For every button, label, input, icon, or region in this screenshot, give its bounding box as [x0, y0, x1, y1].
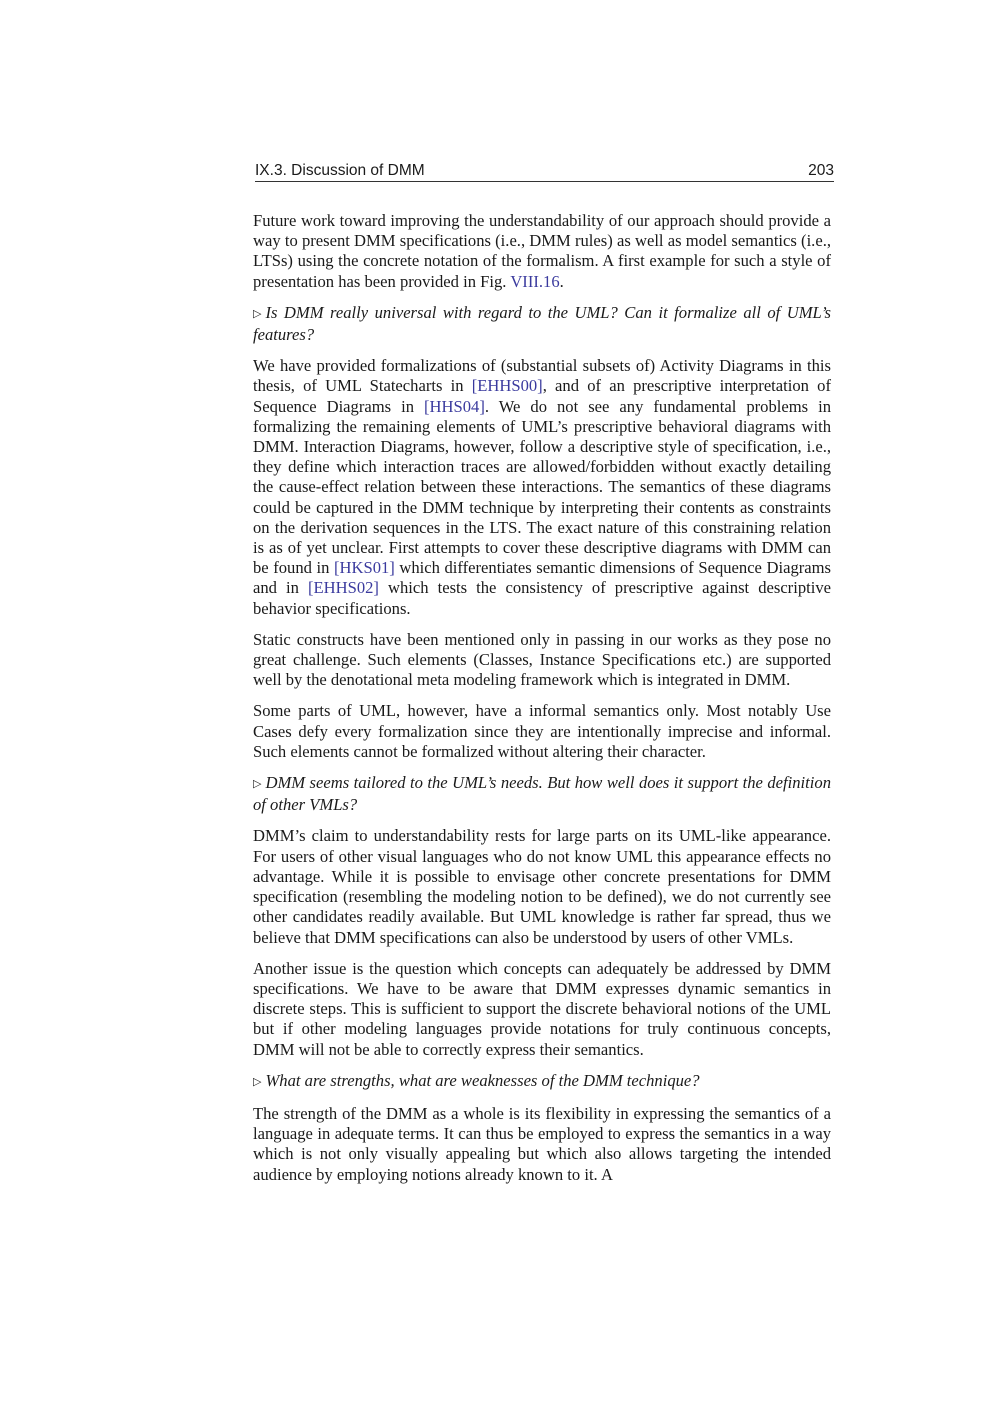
body-text — [253, 211, 831, 1196]
question-heading — [253, 1071, 831, 1093]
paragraph: Another issue is the question which concepts can adequately be addressed by DMM specifications. We have to be aware that DMM expresses dynamic semantics in discrete steps. This is sufficient to support the discrete behavioral notions of the UML but if other modeling languages provide notations for truly continuous concepts, DMM will not be able to correctly express their semantics. — [253, 958, 831, 1059]
paragraph: Static constructs have been mentioned only in passing in our works as they pose no great challenge. Such elements (Classes, Instance Specifications etc.) are supported well by the denotational meta modeling framework which is integrated in DMM. — [253, 629, 831, 690]
paragraph-text: . — [559, 271, 564, 291]
page-number: 203 — [808, 162, 834, 179]
paragraph — [253, 356, 831, 619]
figure-reference-link[interactable]: VIII.16 — [510, 271, 560, 291]
paragraph-text: which differentiates semantic dimensions of Sequence Diagrams and in — [253, 558, 831, 598]
question-heading — [253, 303, 831, 345]
triangle-right-icon: ▷ — [253, 1075, 262, 1088]
paragraph-text: which tests the consistency of prescriptive against descriptive behavior specifications. — [253, 578, 831, 618]
paragraph: The strength of the DMM as a whole is its flexibility in expressing the semantics of a language in adequate terms. It can thus be employed to express the semantics in a way which is not only visually appealing but which also allows targeting the intended audience by employing notions already known to it. A — [253, 1103, 831, 1184]
paragraph: DMM’s claim to understandability rests for large parts on its UML-like appearance. For users of other visual languages who do not know UML this appearance effects no advantage. While it is possible to envisage other concrete presentations for DMM specification (resembling the modeling notion to be defined), we do not currently see other candidates readily available. But UML knowledge is rather far spread, thus we believe that DMM specifications can also be understood by users of other VMLs. — [253, 826, 831, 947]
running-header — [255, 160, 834, 182]
paragraph-text: , and of an prescriptive interpretation of Sequence Diagrams in — [253, 376, 831, 416]
citation-link[interactable]: [HKS01] — [333, 558, 395, 578]
paragraph-text: We have provided formalizations of (substantial subsets of) Activity Diagrams in this thesis, of UML Statecharts in — [253, 356, 831, 396]
triangle-right-icon: ▷ — [253, 778, 262, 791]
question-text: What are strengths, what are weaknesses of the DMM technique? — [265, 1070, 700, 1090]
paragraph: Some parts of UML, however, have a informal semantics only. Most notably Use Cases defy every formalization since they are intentionally imprecise and informal. Such elements cannot be formalized without altering their character. — [253, 701, 831, 761]
question-text: Is DMM really universal with regard to the UML? Can it formalize all of UML’s features? — [253, 302, 831, 345]
section-title: IX.3. Discussion of DMM — [255, 162, 425, 179]
citation-link[interactable]: [EHHS02] — [307, 578, 379, 598]
citation-link[interactable]: [EHHS00] — [471, 376, 543, 396]
question-heading — [253, 773, 831, 815]
triangle-right-icon: ▷ — [253, 307, 262, 320]
paragraph-text: . We do not see any fundamental problems in formalizing the remaining elements of UML’s prescriptive behavioral diagrams with DMM. Interaction Diagrams, however, follow a descriptive style of specification, i.e., they define which interaction traces are allowed/forbidden without exactly detailing the cause-effect relation between these interactions. The semantics of these diagrams could be captured in the DMM technique by interpreting their contents as constraints on the derivation sequences in the LTS. The exact nature of this constraining relation is as of yet unclear. First attempts to cover these descriptive diagrams with DMM can be found in — [253, 396, 831, 578]
question-text: DMM seems tailored to the UML’s needs. But how well does it support the definition of other VMLs? — [253, 773, 831, 815]
paragraph-text: Future work toward improving the understandability of our approach should provide a way to present DMM specifications (i.e., DMM rules) as well as model semantics (i.e., LTSs) using the concrete notation of the formalism. A first example for such a style of presentation has been provided in Fig. — [253, 211, 831, 291]
citation-link[interactable]: [HHS04] — [424, 396, 485, 416]
paragraph — [253, 211, 831, 292]
